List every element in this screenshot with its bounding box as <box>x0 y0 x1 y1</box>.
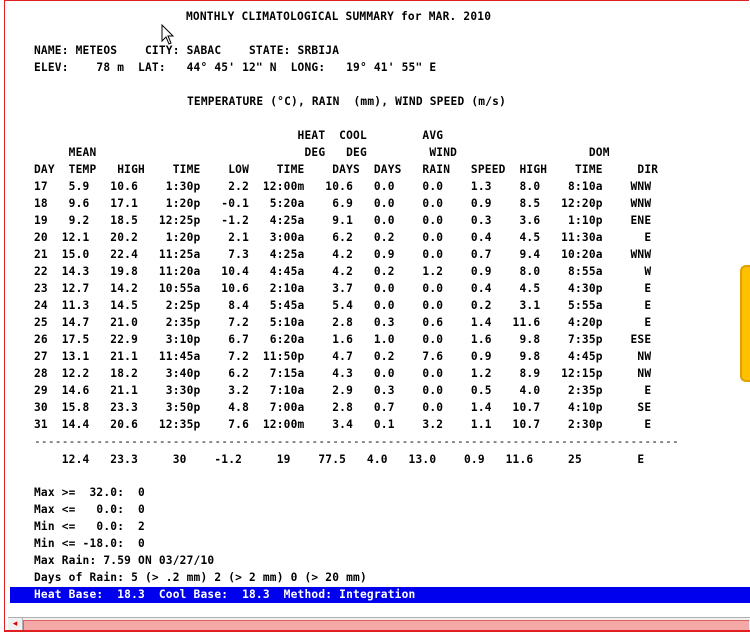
table-header-3: DAY TEMP HIGH TIME LOW TIME DAYS DAYS RAIN SPEED HIGH TIME DIR <box>34 163 659 176</box>
table-separator: --------------------------------------------------------------------------------------------- <box>34 435 679 448</box>
table-row: 18 9.6 17.1 1:20p -0.1 5:20a 6.9 0.0 0.0 0.9 8.5 12:20p WNW <box>34 197 652 210</box>
station-line: NAME: METEOS CITY: SABAC STATE: SRBIJA <box>34 44 340 57</box>
table-row: 17 5.9 10.6 1:30p 2.2 12:00m 10.6 0.0 0.0 1.3 8.0 8:10a WNW <box>34 180 652 193</box>
table-row: 25 14.7 21.0 2:35p 7.2 5:10a 2.8 0.3 0.6 1.4 11.6 4:20p E <box>34 316 652 329</box>
summary-min-le-18: Min <= -18.0: 0 <box>34 537 145 550</box>
location-line: ELEV: 78 m LAT: 44° 45' 12" N LONG: 19° 41' 55" E <box>34 61 437 74</box>
table-row: 20 12.1 20.2 1:20p 2.1 3:00a 6.2 0.2 0.0 0.4 4.5 11:30a E <box>34 231 652 244</box>
table-row: 29 14.6 21.1 3:30p 3.2 7:10a 2.9 0.3 0.0 0.5 4.0 2:35p E <box>34 384 652 397</box>
status-line: Heat Base: 18.3 Cool Base: 18.3 Method: Integration <box>34 588 416 601</box>
table-header-1: HEAT COOL AVG <box>34 129 444 142</box>
summary-max-ge: Max >= 32.0: 0 <box>34 486 145 499</box>
table-row: 28 12.2 18.2 3:40p 6.2 7:15a 4.3 0.0 0.0 1.2 8.9 12:15p NW <box>34 367 652 380</box>
scroll-left-icon[interactable]: ◂ <box>8 618 23 631</box>
horizontal-scrollbar[interactable] <box>8 617 750 631</box>
report-title: MONTHLY CLIMATOLOGICAL SUMMARY for MAR. 2010 <box>186 10 492 23</box>
summary-max-rain: Max Rain: 7.59 ON 03/27/10 <box>34 554 215 567</box>
summary-days-of-rain: Days of Rain: 5 (> .2 mm) 2 (> 2 mm) 0 (> 20 mm) <box>34 571 367 584</box>
table-row: 27 13.1 21.1 11:45a 7.2 11:50p 4.7 0.2 7.6 0.9 9.8 4:45p NW <box>34 350 652 363</box>
table-row: 30 15.8 23.3 3:50p 4.8 7:00a 2.8 0.7 0.0 1.4 10.7 4:10p SE <box>34 401 652 414</box>
table-row: 26 17.5 22.9 3:10p 6.7 6:20a 1.6 1.0 0.0 1.6 9.8 7:35p ESE <box>34 333 652 346</box>
summary-max-le: Max <= 0.0: 0 <box>34 503 145 516</box>
table-row: 23 12.7 14.2 10:55a 10.6 2:10a 3.7 0.0 0.0 0.4 4.5 4:30p E <box>34 282 652 295</box>
status-bar <box>10 587 750 603</box>
table-row: 31 14.4 20.6 12:35p 7.6 12:00m 3.4 0.1 3.2 1.1 10.7 2:30p E <box>34 418 652 431</box>
table-totals: 12.4 23.3 30 -1.2 19 77.5 4.0 13.0 0.9 11.6 25 E <box>34 453 645 466</box>
units-line: TEMPERATURE (°C), RAIN (mm), WIND SPEED (m/s) <box>187 95 507 108</box>
table-row: 19 9.2 18.5 12:25p -1.2 4:25a 9.1 0.0 0.0 0.3 3.6 1:10p ENE <box>34 214 652 227</box>
summary-min-le-0: Min <= 0.0: 2 <box>34 520 145 533</box>
side-panel-tab[interactable] <box>740 265 750 382</box>
table-row: 22 14.3 19.8 11:20a 10.4 4:45a 4.2 0.2 1.2 0.9 8.0 8:55a W <box>34 265 652 278</box>
mouse-cursor-icon <box>161 24 175 46</box>
window-bottom-border <box>4 630 750 632</box>
table-header-2: MEAN DEG DEG WIND DOM <box>34 146 610 159</box>
table-row: 21 15.0 22.4 11:25a 7.3 4:25a 4.2 0.9 0.0 0.7 9.4 10:20a WNW <box>34 248 652 261</box>
table-row: 24 11.3 14.5 2:25p 8.4 5:45a 5.4 0.0 0.0 0.2 3.1 5:55a E <box>34 299 652 312</box>
